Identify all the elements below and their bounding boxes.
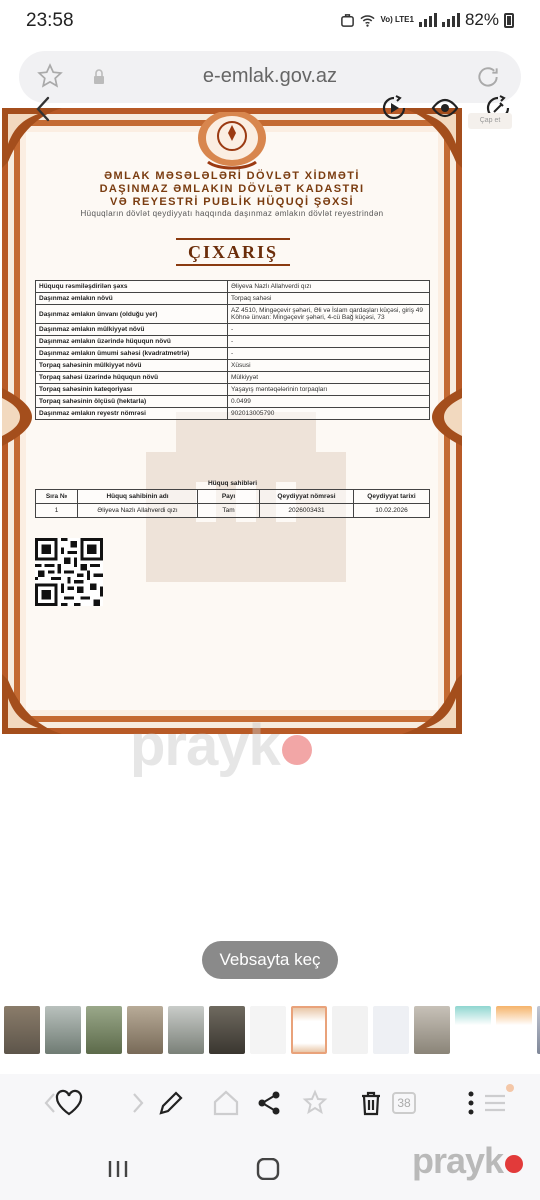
thumbnail[interactable] <box>127 1006 163 1054</box>
corner-ornament-bottom-right <box>402 674 462 734</box>
owners-title: Hüquq sahibləri <box>207 480 258 487</box>
side-ornament-left <box>2 388 36 446</box>
watermark-text: prayk <box>130 713 280 778</box>
thumbnail[interactable] <box>373 1006 409 1054</box>
edit-icon[interactable] <box>156 1088 186 1118</box>
table-row <box>36 396 430 408</box>
owners-cell: 10.02.2026 <box>354 504 430 518</box>
address-old: Köhnə ünvan: Mingəçevir şəhəri, 4-cü Bağ küçəsi, 73 <box>231 314 385 321</box>
row-label: Hüququ rəsmiləşdirilən şəxs <box>36 281 228 293</box>
row-value: Xüsusi <box>228 360 430 372</box>
thumbnail[interactable] <box>414 1006 450 1054</box>
watermark-logo <box>130 712 312 779</box>
status-icons <box>340 10 514 30</box>
document-title-text: ÇIXARIŞ <box>187 242 279 262</box>
state-emblem-icon <box>194 112 270 172</box>
row-value: Mülkiyyət <box>228 372 430 384</box>
row-value: - <box>228 324 430 336</box>
thumbnail[interactable] <box>4 1006 40 1054</box>
address-current: AZ 4510, Mingəçevir şəhəri, Əli və İslam qardaşları küçəsi, giriş 49 <box>231 307 424 314</box>
watermark-logo-bottom <box>412 1140 523 1182</box>
table-row <box>36 372 430 384</box>
visit-website-toast[interactable]: Vebsayta keç <box>202 941 338 979</box>
battery-percent: 82% <box>464 10 499 29</box>
share-icon[interactable] <box>254 1088 284 1118</box>
table-row <box>36 408 430 420</box>
row-label: Daşınmaz əmlakın növü <box>36 293 228 305</box>
row-label: Torpaq sahəsinin ölçüsü (hektarla) <box>36 396 228 408</box>
row-label: Daşınmaz əmlakın ümumi sahəsi (kvadratmetrlə) <box>36 348 228 360</box>
thumbnail-strip[interactable] <box>0 1006 540 1054</box>
row-value-address <box>228 305 430 324</box>
next-arrow-icon[interactable] <box>122 1088 152 1118</box>
signal-icon <box>419 13 437 27</box>
owners-cell: 1 <box>36 504 78 518</box>
bottom-app-bar <box>0 1074 540 1134</box>
table-row <box>36 384 430 396</box>
row-value: 0.0499 <box>228 396 430 408</box>
row-value: Yaşayış məntəqələrinin torpaqları <box>228 384 430 396</box>
table-row <box>36 305 430 324</box>
owners-header-cell: Sıra № <box>36 490 78 504</box>
owners-table <box>35 489 430 518</box>
system-nav-bar <box>0 1134 540 1200</box>
property-info-table <box>35 280 430 420</box>
document-subtitle: Hüquqların dövlət qeydiyyatı haqqında daşınmaz əmlakın dövlət reyestrindən <box>80 209 384 218</box>
table-row <box>36 336 430 348</box>
battery-icon <box>504 13 514 28</box>
corner-ornament-bottom-left <box>2 674 62 734</box>
owners-cell: Tam <box>198 504 260 518</box>
bookmark-star-icon[interactable] <box>300 1088 330 1118</box>
status-time: 23:58 <box>26 10 74 31</box>
row-value: - <box>228 348 430 360</box>
document-header-line: DAŞINMAZ ƏMLAKIN DÖVLƏT KADASTRI <box>99 183 365 195</box>
owners-cell: Əliyeva Nazlı Allahverdi qızı <box>78 504 198 518</box>
row-label: Daşınmaz əmlakın mülkiyyət növü <box>36 324 228 336</box>
menu-icon[interactable] <box>480 1088 510 1118</box>
document-paper <box>26 132 438 710</box>
wifi-icon <box>360 13 375 28</box>
table-row <box>36 504 430 518</box>
thumbnail[interactable] <box>45 1006 81 1054</box>
document-header <box>28 170 436 209</box>
notification-dot <box>506 1084 514 1092</box>
owners-header-cell: Qeydiyyat tarixi <box>354 490 430 504</box>
row-value: 902013005790 <box>228 408 430 420</box>
reload-icon[interactable] <box>475 64 501 90</box>
row-value: Əliyeva Nazlı Allahverdi qızı <box>228 281 430 293</box>
slideshow-icon[interactable] <box>380 94 408 122</box>
row-value: - <box>228 336 430 348</box>
signal-icon-2 <box>442 13 460 27</box>
table-row <box>36 293 430 305</box>
row-label: Daşınmaz əmlakın ünvanı (olduğu yer) <box>36 305 228 324</box>
tab-count[interactable]: 38 <box>392 1092 416 1114</box>
row-value: Torpaq sahəsi <box>228 293 430 305</box>
thumbnail[interactable] <box>496 1006 532 1054</box>
thumbnail[interactable] <box>250 1006 286 1054</box>
owners-header-cell: Hüquq sahibinin adı <box>78 490 198 504</box>
watermark-dot <box>282 735 312 765</box>
back-arrow-icon[interactable] <box>30 94 56 124</box>
table-row <box>36 281 430 293</box>
owners-cell: 2026003431 <box>260 504 354 518</box>
watermark-dot <box>505 1155 523 1173</box>
delete-icon[interactable] <box>356 1088 386 1118</box>
row-label: Daşınmaz əmlakın üzərində hüququn növü <box>36 336 228 348</box>
row-label: Torpaq sahəsi üzərində hüququn növü <box>36 372 228 384</box>
qr-code-icon <box>35 538 103 606</box>
status-bar <box>0 0 540 44</box>
home-icon[interactable] <box>211 1088 241 1118</box>
document-title <box>168 238 298 266</box>
side-ornament-right <box>428 388 462 446</box>
data-saver-icon <box>340 13 355 28</box>
table-row <box>36 348 430 360</box>
owners-header-cell: Payı <box>198 490 260 504</box>
heart-icon[interactable] <box>54 1088 84 1118</box>
row-label: Torpaq sahəsinin kateqoriyası <box>36 384 228 396</box>
home-button-icon[interactable] <box>256 1158 280 1180</box>
thumbnail[interactable] <box>332 1006 368 1054</box>
document-header-line: VƏ REYESTRİ PUBLİK HÜQUQİ ŞƏXSİ <box>110 196 354 208</box>
print-link[interactable]: Çap et <box>468 113 512 129</box>
url-text[interactable]: e-emlak.gov.az <box>202 65 338 87</box>
eye-icon[interactable] <box>431 94 459 122</box>
thumbnail[interactable] <box>209 1006 245 1054</box>
owners-header-row <box>36 490 430 504</box>
row-label: Torpaq sahəsinin mülkiyyət növü <box>36 360 228 372</box>
table-row <box>36 360 430 372</box>
document-header-line: ƏMLAK MƏSƏLƏLƏRİ DÖVLƏT XİDMƏTİ <box>104 170 360 182</box>
recent-apps-icon[interactable] <box>106 1158 130 1180</box>
thumbnail[interactable] <box>86 1006 122 1054</box>
document-image <box>2 108 462 734</box>
thumbnail[interactable] <box>455 1006 491 1054</box>
thumbnail[interactable] <box>168 1006 204 1054</box>
table-row <box>36 324 430 336</box>
row-label: Daşınmaz əmlakın reyestr nömrəsi <box>36 408 228 420</box>
network-label: Vo) LTE1 <box>380 15 414 24</box>
owners-header-cell: Qeydiyyat nömrəsi <box>260 490 354 504</box>
watermark-text: prayk <box>412 1140 504 1181</box>
thumbnail-selected[interactable] <box>291 1006 327 1054</box>
